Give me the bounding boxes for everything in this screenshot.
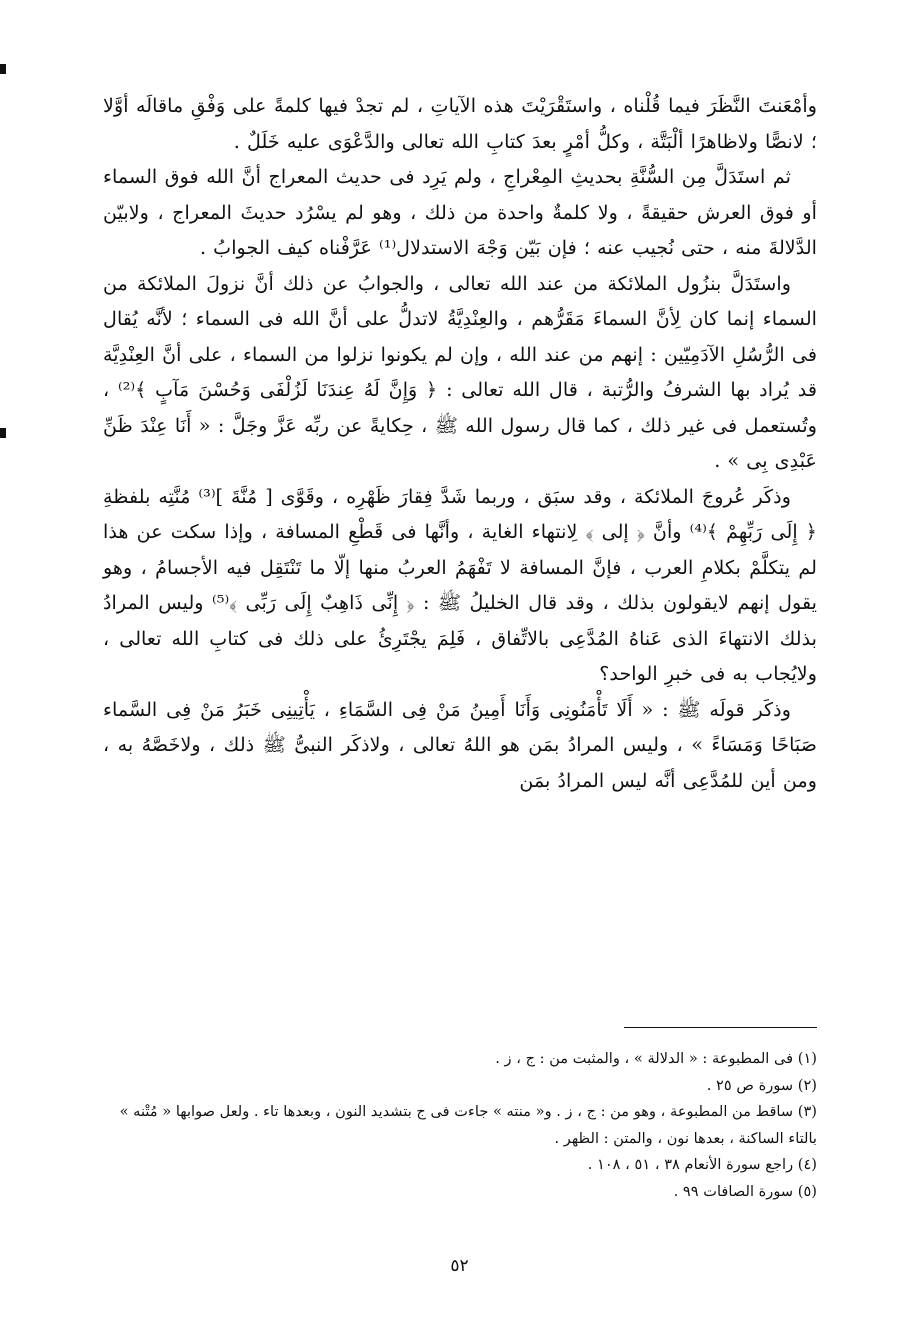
- margin-scan-mark-middle: [0, 428, 6, 438]
- footnote-separator: [624, 1027, 817, 1028]
- footnote-4: (٤) راجع سورة الأنعام ٣٨ ، ٥١ ، ١٠٨ .: [587, 1156, 817, 1173]
- footnote-1: (١) فى المطبوعة : « الدلالة » ، والمثبت من : ج ، ز .: [495, 1050, 817, 1067]
- footnote-2: (٢) سورة ص ٢٥ .: [706, 1076, 817, 1094]
- page-number: ٥٢: [450, 1256, 469, 1276]
- footnote-3: (٣) ساقط من المطبوعة ، وهو من : ج ، ز . و« منته » جاءت فى ج بتشديد النون ، وبعدها تاء . ولعل صوابها « مُتْنه » بالتاء الساكنة ، بعدها نون ، والمتن : الظهر .: [119, 1103, 817, 1147]
- paragraph-4: وذكَر عُروجَ الملائكة ، وقد سبَق ، وربما شَدَّ فِقارَ ظَهْرِه ، وقَوَّى [ مُنَّةَ ]⁽³⁾ مُنَّتِه بلفظةِ ﴿ إِلَى رَبِّهِمْ ﴾⁽⁴⁾ وأنَّ ﴿ إلى ﴾ لِانتهاء الغاية ، وأنَّها فى قَطْعِ المسافة ، وإذا سكت عن هذا لم يتكلَّمْ بكلامِ العرب ، فإنَّ المسافة لا تَفْهَمُ العربُ منها إلّا ما تَنْتَقِل فيه الأجسامُ ، وهو يقول إنهم لايقولون بذلك ، وقد قال الخليلُ ﷺ : ﴿ إِنِّى ذَاهِبٌ إِلَى رَبِّى ﴾⁽⁵⁾ وليس المرادُ بذلك الانتهاءَ الذى عَناهُ المُدَّعِى بالاتِّفاق ، فَلِمَ يجْتَرِئُ على ذلك فى كتابِ الله تعالى ، ولايُجاب به فى خبرِ الواحد؟: [103, 484, 817, 685]
- footnotes: [103, 1046, 817, 1205]
- footnote-5: (٥) سورة الصافات ٩٩ .: [673, 1182, 817, 1200]
- paragraph-5: وذكَر قولَه ﷺ : « أَلَا تَأْمَنُونِى وَأَنَا أَمِينُ مَنْ فِى السَّمَاءِ ، يَأْتِينِى خَبَرُ مَنْ فِى السَّماء صَبَاحًا وَمَسَاءً » ، وليس المرادُ بمَن هو اللهُ تعالى ، ولاذكَر النبىُّ ﷺ ذلك ، ولاخَصَّهُ به ، ومن أين للمُدَّعِى أنَّه ليس المرادُ بمَن: [103, 697, 817, 792]
- paragraph-3: واستَدَلَّ بنزُول الملائكة من عند الله تعالى ، والجوابُ عن ذلك أنَّ نزولَ الملائكة من السماء إنما كان لِأنَّ السماءَ مَقَرُّهم ، والعِنْدِيَّةُ لاتدلُّ على أنَّ الله فى السماء ؛ لأنَّه يُقال فى الرُّسُلِ الآدَمِيّين : إنهم من عند الله ، وإن لم يكونوا نزلوا من السماء ، على أنَّ العِنْدِيَّة قد يُراد بها الشرفُ والرُّتبة ، قال الله تعالى : ﴿ وَإِنَّ لَهُ عِندَنَا لَزُلْفَى وَحُسْنَ مَآبٍ ﴾⁽²⁾ ، وتُستعمل فى غير ذلك ، كما قال رسول الله ﷺ ، حِكايةً عن ربِّه عَزَّ وجَلَّ : « أَنَا عِنْدَ ظَنِّ عَبْدِى بِى » .: [103, 271, 817, 472]
- paragraph-1: وأمْعَنتَ النَّظَرَ فيما قُلْناه ، واستَقْرَيْتَ هذه الآياتِ ، لم تجدْ فيها كلمةً على وَفْقِ ماقالَه أوَّلا ؛ لانصًّا ولاظاهرًا ألْبَتَّة ، وكلُّ أمْرٍ بعدَ كتابِ الله تعالى والدَّعْوَى عليه خَلَلٌ .: [103, 94, 817, 153]
- main-text: [103, 88, 817, 798]
- margin-scan-mark-top: [0, 64, 6, 74]
- paragraph-2: ثم استَدَلَّ مِن السُّنَّةِ بحديثِ المِعْراجِ ، ولم يَرِد فى حديث المعراج أنَّ الله فوق السماء أو فوق العرش حقيقةً ، ولا كلمةٌ واحدة من ذلك ، وهو لم يسْرُد حديثَ المعراج ، ولابيّن الدَّلالةَ منه ، حتى نُجيب عنه ؛ فإن بَيّن وَجْهَ الاستدلال⁽¹⁾ عَرَّفْناه كيف الجوابُ .: [103, 165, 817, 259]
